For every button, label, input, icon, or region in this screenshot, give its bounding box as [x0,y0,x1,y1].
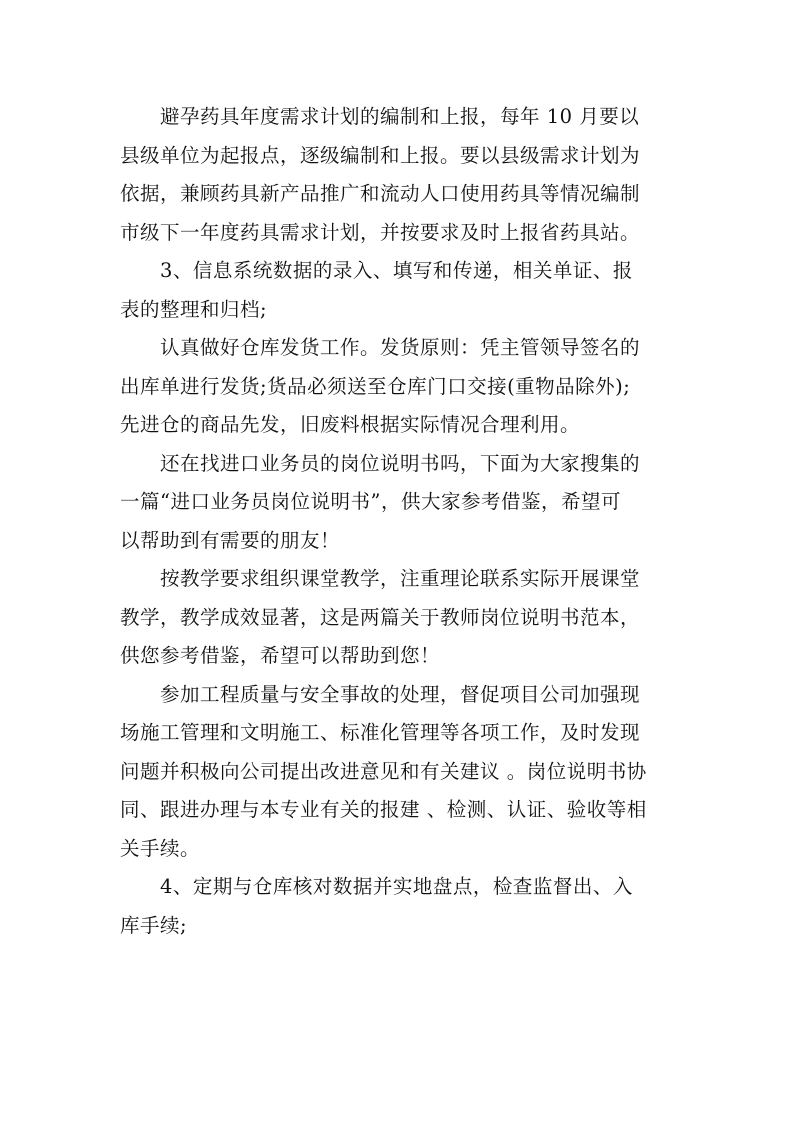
paragraph-line: 4、定期与仓库核对数据并实地盘点，检查监督出、入 [160,875,633,898]
paragraph-line: 一篇“进口业务员岗位说明书”，供大家参考借鉴，希望可 [120,490,621,513]
paragraph-import-clerk [120,445,680,561]
paragraph-line: 3、信息系统数据的录入、填写和传递，相关单证、报 [160,259,633,282]
paragraph-line: 以帮助到有需要的朋友！ [120,528,341,552]
paragraph-engineering-quality [120,676,680,869]
paragraph-line: 市级下一年度药具需求计划，并按要求及时上报省药具站。 [120,220,641,244]
paragraph-item-4 [120,868,680,945]
paragraph-line: 依据，兼顾药具新产品推广和流动人口使用药具等情况编制 [120,182,641,205]
paragraph-line: 先进仓的商品先发，旧废料根据实际情况合理利用。 [120,413,581,436]
paragraph-line: 问题并积极向公司提出改进意见和有关建议 。岗位说明书协 [120,759,647,783]
paragraph-line: 教学，教学成效显著，这是两篇关于教师岗位说明书范本， [120,605,641,629]
paragraph-line: 还在找进口业务员的岗位说明书吗，下面为大家搜集的 [160,451,641,475]
paragraph-line: 同、跟进办理与本专业有关的报建 、检测、认证、验收等相 [120,798,647,821]
paragraph-line: 库手续; [120,913,188,937]
paragraph-line: 供您参考借鉴，希望可以帮助到您！ [120,644,441,667]
paragraph-line: 出库单进行发货;货品必须送至仓库门口交接(重物品除外); [120,374,631,398]
paragraph-warehouse-shipping [120,329,680,445]
paragraph-line: 按教学要求组织课堂教学，注重理论联系实际开展课堂 [160,567,641,590]
paragraph-line: 场施工管理和文明施工、标准化管理等各项工作，及时发现 [120,721,641,744]
paragraph-line: 认真做好仓库发货工作。发货原则：凭主管领导签名的 [160,336,641,359]
paragraph-line: 县级单位为起报点，逐级编制和上报。要以县级需求计划为 [120,143,641,167]
paragraph-line: 表的整理和归档; [120,297,268,321]
paragraph-item-3 [120,252,680,329]
paragraph-line: 避孕药具年度需求计划的编制和上报，每年 10 月要以 [160,105,640,128]
paragraph-teaching [120,560,680,676]
document-body [120,98,680,945]
paragraph-line: 参加工程质量与安全事故的处理，督促项目公司加强现 [160,682,641,706]
paragraph-contraceptive-plan [120,98,680,252]
paragraph-line: 关手续。 [120,836,201,860]
